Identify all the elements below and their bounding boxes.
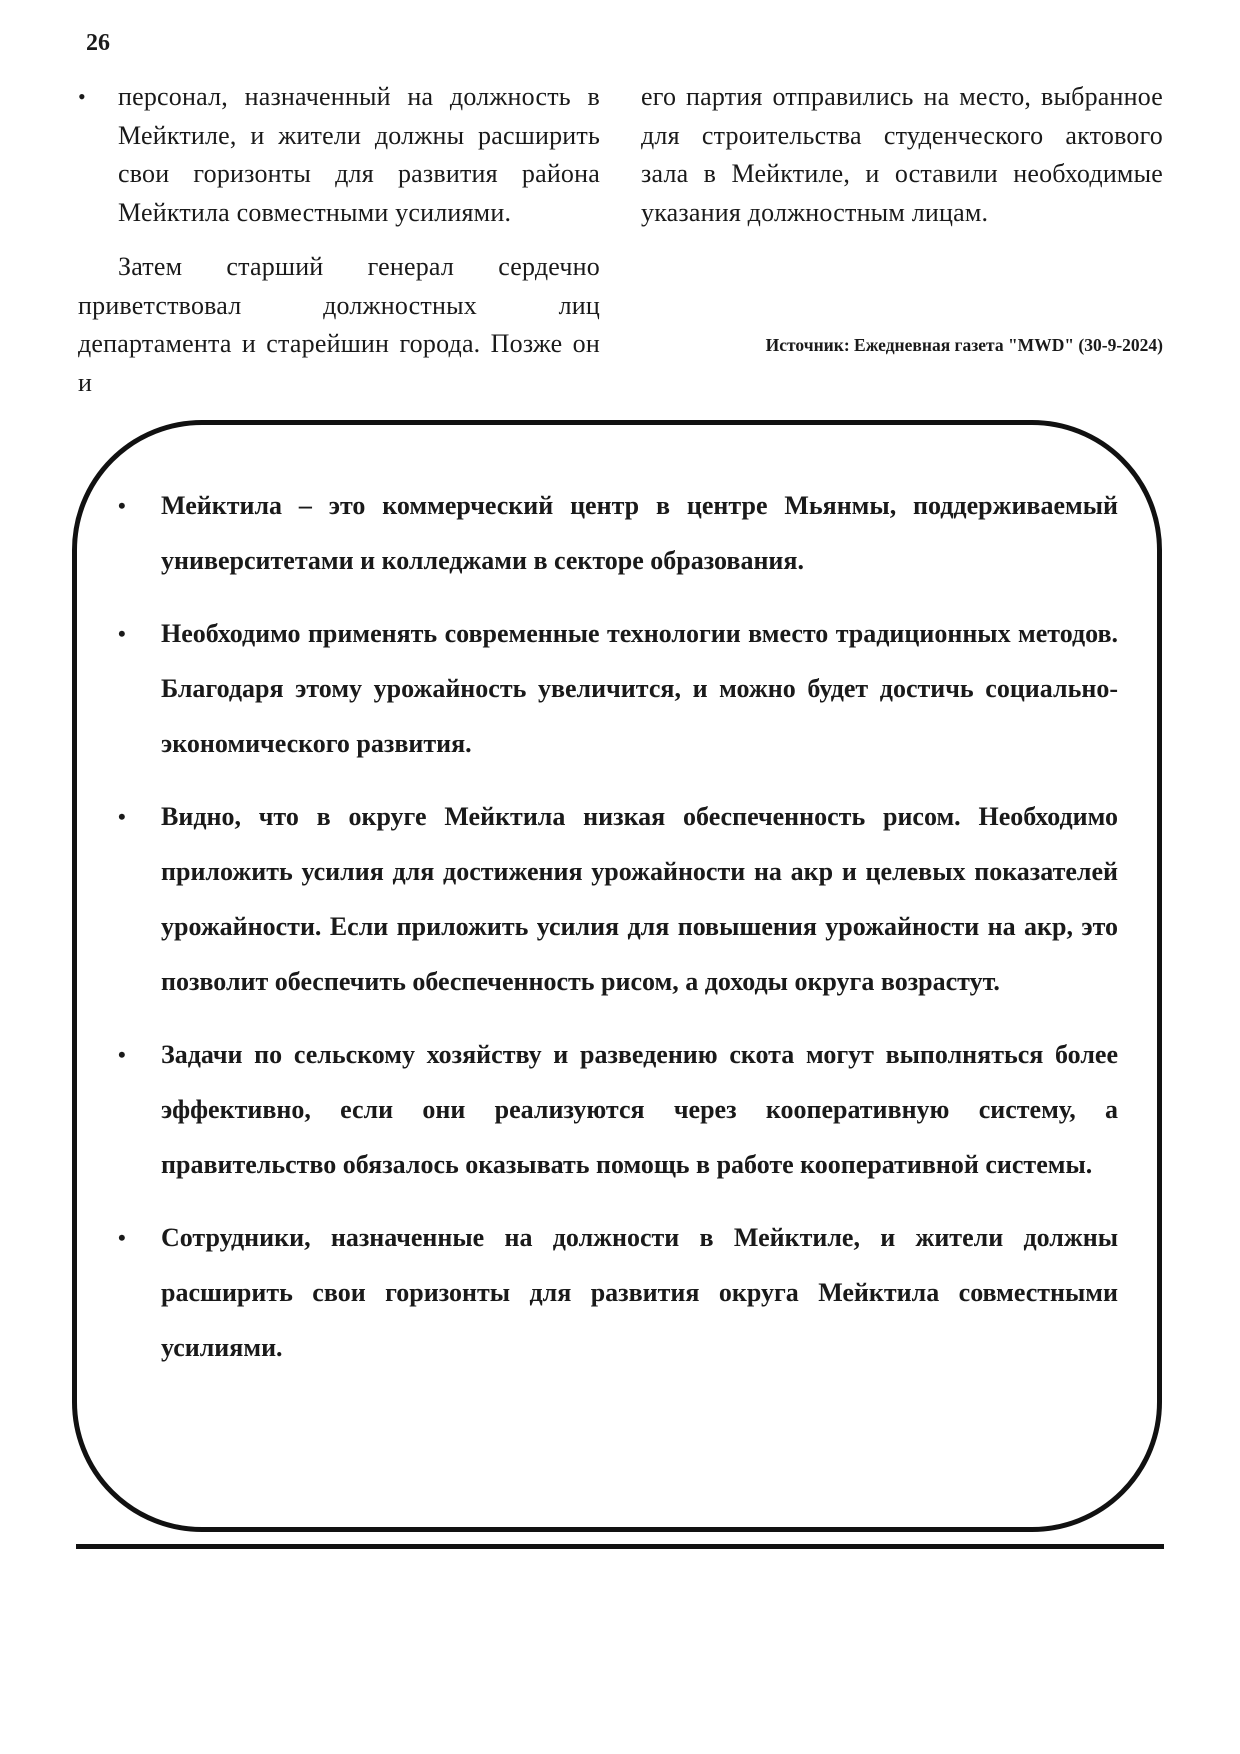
left-column (78, 78, 600, 402)
list-item-text: Мейктила – это коммерческий центр в центре Мьянмы, поддерживаемый университетами и колледжами в секторе образования. (161, 491, 1118, 575)
bottom-divider (76, 1544, 1164, 1549)
list-item (118, 1027, 1118, 1192)
left-bullet-paragraph (78, 78, 600, 232)
left-bullet-text: персонал, назначенный на должность в Мейктиле, и жители должны расширить свои горизонты для развития района Мейктила совместными усилиями. (118, 82, 600, 227)
list-item-text: Задачи по сельскому хозяйству и разведению скота могут выполняться более эффективно, если они реализуются через кооперативную систему, а правительство обязалось оказывать помощь в работе кооперативной системы. (161, 1040, 1118, 1179)
highlight-list (118, 478, 1118, 1393)
right-column (641, 78, 1163, 232)
list-item-text: Видно, что в округе Мейктила низкая обеспеченность рисом. Необходимо приложить усилия для достижения урожайности на акр и целевых показателей урожайности. Если приложить усилия для повышения урожайности на акр, это позволит обеспечить обеспеченность рисом, а доходы округа возрастут. (161, 802, 1118, 996)
source-citation: Источник: Ежедневная газета "MWD" (30-9-2024) (765, 335, 1163, 355)
bullet-icon: • (78, 84, 86, 109)
left-paragraph: Затем старший генерал сердечно приветствовал должностных лиц департамента и старейшин города. Позже он и (78, 252, 600, 397)
list-item-text: Сотрудники, назначенные на должности в Мейктиле, и жители должны расширить свои горизонты для развития округа Мейктила совместными усилиями. (161, 1223, 1118, 1362)
bullet-icon: • (118, 621, 126, 646)
page-number: 26 (86, 30, 110, 56)
right-paragraph: его партия отправились на место, выбранное для строительства студенческого актового зала в Мейктиле, и оставили необходимые указания должностным лицам. (641, 82, 1163, 227)
list-item (118, 478, 1118, 588)
bullet-icon: • (118, 1225, 126, 1250)
list-item (118, 1210, 1118, 1375)
list-item (118, 789, 1118, 1009)
bullet-icon: • (118, 804, 126, 829)
list-item (118, 606, 1118, 771)
list-item-text: Необходимо применять современные технологии вместо традиционных методов. Благодаря этому урожайность увеличится, и можно будет достичь социально-экономического развития. (161, 619, 1118, 758)
bullet-icon: • (118, 1042, 126, 1067)
bullet-icon: • (118, 493, 126, 518)
